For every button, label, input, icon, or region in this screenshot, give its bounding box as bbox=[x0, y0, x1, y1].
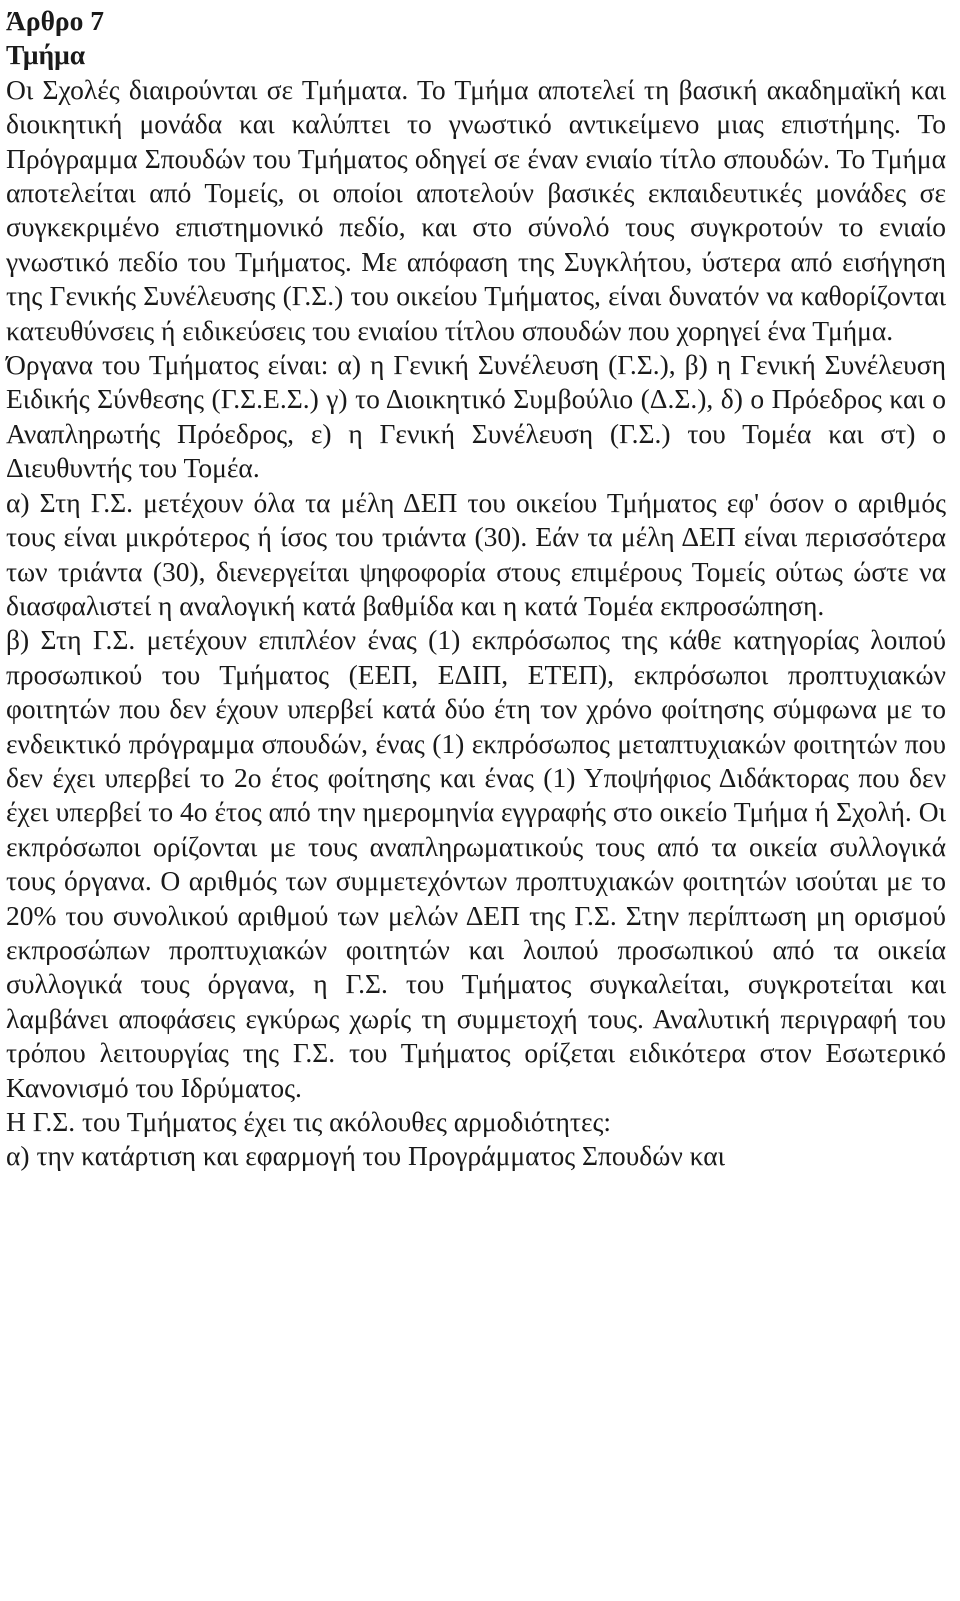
article-title: Τμήμα bbox=[6, 39, 86, 71]
paragraph-organs: Όργανα του Τμήματος είναι: α) η Γενική Συνέλευση (Γ.Σ.), β) η Γενική Συνέλευση Ειδικής Σύνθεσης (Γ.Σ.Ε.Σ.) γ) το Διοικητικό Συμβούλιο (Δ.Σ.), δ) ο Πρόεδρος και ο Αναπληρωτής Πρόεδρος, ε) η Γενική Συνέλευση (Γ.Σ.) του Τομέα και στ) ο Διευθυντής του Τομέα. bbox=[6, 349, 946, 484]
paragraph-gs-competences-intro: Η Γ.Σ. του Τμήματος έχει τις ακόλουθες αρμοδιότητες: bbox=[6, 1106, 612, 1137]
paragraph-gs-members: α) Στη Γ.Σ. μετέχουν όλα τα μέλη ΔΕΠ του οικείου Τμήματος εφ' όσον ο αριθμός τους είναι μικρότερος ή ίσος του τριάντα (30). Εάν τα μέλη ΔΕΠ είναι περισσότερα των τριάντα (30), διενεργείται ψηφοφορία στους επιμέρους Τομείς ούτως ώστε να διασφαλιστεί η αναλογική κατά βαθμίδα και η κατά Τομέα εκπροσώπηση. bbox=[6, 486, 946, 621]
article-number: Άρθρο 7 bbox=[6, 5, 105, 36]
document-page bbox=[6, 4, 946, 1174]
paragraph-gs-representatives: β) Στη Γ.Σ. μετέχουν επιπλέον ένας (1) εκπρόσωπος της κάθε κατηγορίας λοιπού προσωπικού του Τμήματος (ΕΕΠ, ΕΔΙΠ, ΕΤΕΠ), εκπρόσωποι προπτυχιακών φοιτητών που δεν έχουν υπερβεί κατά δύο έτη τον χρόνο φοίτησης σύμφωνα με το ενδεικτικό πρόγραμμα σπουδών, ένας (1) εκπρόσωπος μεταπτυχιακών φοιτητών που δεν έχει υπερβεί το 2ο έτος φοίτησης και ένας (1) Υποψήφιος Διδάκτορας που δεν έχει υπερβεί το 4ο έτος από την ημερομηνία εγγραφής στο οικείο Τμήμα ή Σχολή. Οι εκπρόσωποι ορίζονται με τους αναπληρωματικούς τους από τα οικεία συλλογικά τους όργανα. Ο αριθμός των συμμετεχόντων προπτυχιακών φοιτητών ισούται με το 20% του συνολικού αριθμού των μελών ΔΕΠ της Γ.Σ. Στην περίπτωση μη ορισμού εκπροσώπων προπτυχιακών φοιτητών και λοιπού προσωπικού από τα οικεία συλλογικά τους όργανα, η Γ.Σ. του Τμήματος συγκαλείται, συγκροτείται και λαμβάνει αποφάσεις εγκύρως χωρίς τη συμμετοχή τους. Αναλυτική περιγραφή του τρόπου λειτουργίας της Γ.Σ. του Τμήματος ορίζεται ειδικότερα στον Εσωτερικό Κανονισμό του Ιδρύματος. bbox=[6, 624, 946, 1103]
paragraph-competence-a: α) την κατάρτιση και εφαρμογή του Προγράμματος Σπουδών και bbox=[6, 1140, 726, 1172]
paragraph-intro: Οι Σχολές διαιρούνται σε Τμήματα. Το Τμήμα αποτελεί τη βασική ακαδημαϊκή και διοικητική μονάδα και καλύπτει το γνωστικό αντικείμενο μιας επιστήμης. Το Πρόγραμμα Σπουδών του Τμήματος οδηγεί σε έναν ενιαίο τίτλο σπουδών. Το Τμήμα αποτελείται από Τομείς, οι οποίοι αποτελούν βασικές εκπαιδευτικές μονάδες σε συγκεκριμένο επιστημονικό πεδίο, και στο σύνολό τους συγκροτούν το ενιαίο γνωστικό πεδίο του Τμήματος. Με απόφαση της Συγκλήτου, ύστερα από εισήγηση της Γενικής Συνέλευσης (Γ.Σ.) του οικείου Τμήματος, είναι δυνατόν να καθορίζονται κατευθύνσεις ή ειδικεύσεις του ενιαίου τίτλου σπουδών που χορηγεί ένα Τμήμα. bbox=[6, 73, 946, 346]
